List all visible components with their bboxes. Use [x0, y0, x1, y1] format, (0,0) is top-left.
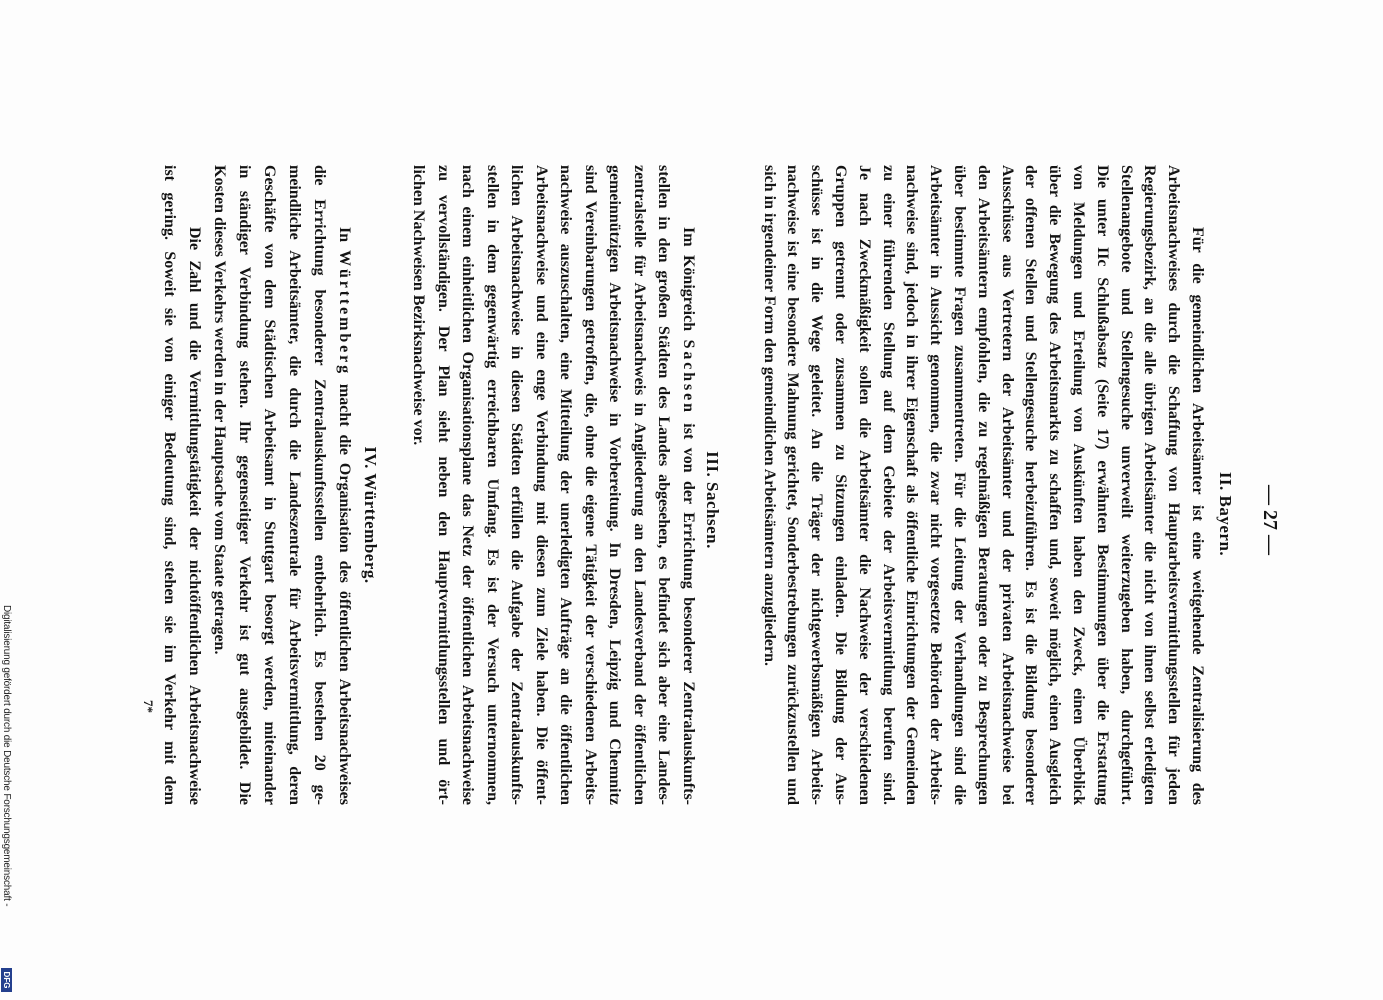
text-line: Geschäfte von dem Städtischen Arbeitsamt in Stuttgart besorgt werden, miteinander [261, 165, 278, 805]
text-line [676, 165, 701, 805]
text-line [332, 165, 357, 805]
text-line: stellen in dem gegenwärtig erreichbaren Umfang. Es ist der Versuch unternommen, [484, 165, 501, 805]
text-line: lichen Arbeitsnachweise in diesen Städten erfüllen die Aufgabe der Zentralauskunfts- [508, 165, 526, 805]
text-line: über die Bewegung des Arbeitsmarkts zu schaffen und, soweit möglich, einen Ausgleich [1046, 165, 1064, 805]
text-line: Arbeitsnachweise und eine enge Verbindung mit diesen zum Ziele haben. Die öffent- [533, 165, 550, 805]
digitization-credit: Digitalisierung gefördert durch die Deutsche Forschungsgemeinschaft - [1, 605, 12, 907]
text-line: Regierungsbezirk, an die alle übrigen Arbeitsämter die nicht von ihnen selbst erledigten [1141, 165, 1159, 805]
text-line: stellen in den großen Städten des Landes abgesehen, es befindet sich aber eine Landes- [655, 165, 673, 805]
text-line: sind Vereinbarungen getroffen, die, ohne die eigene Tätigkeit der verschiedenen Arbeits- [582, 165, 599, 805]
section-body-wuerttemberg [157, 165, 357, 805]
text-line: über bestimmte Fragen zusammentreten. Für die Leitung der Verhandlungen sind die [951, 165, 969, 805]
text-line: Stellenangebote und Stellengesuche unverweilt weiterzugeben haben, durchgeführt. [1117, 165, 1135, 805]
text-fragment: macht die Organisation des öffentlichen Arbeitsnachweises [336, 375, 353, 805]
spaced-name: Sachsen [680, 339, 697, 415]
text-line: ist gering. Soweit sie von einiger Bedeutung sind, stehen sie im Verkehr mit dem [161, 165, 178, 805]
text-line: Arbeitsämter in Aussicht genommen, die zwar nicht vorgesetzte Behörden der Arbeits- [927, 165, 945, 805]
text-line: zu vervollständigen. Der Plan sieht neben den Hauptvermittlungsstellen und ört- [435, 165, 452, 805]
text-line: Arbeitsnachweises durch die Schaffung von Hauptarbeitsvermittlungsstellen für jeden [1165, 165, 1183, 805]
text-line: meindliche Arbeitsämter, die durch die Landeszentrale für Arbeitsvermittlung, deren [286, 165, 303, 805]
text-line: Ausschüsse aus Vertretern der Arbeitsämter und der privaten Arbeitsnachweise bei [998, 165, 1016, 805]
text-line: Die unter IIc Schlußabsatz (Seite 17) erwähnten Bestimmungen über die Erstattung [1093, 165, 1111, 805]
text-line: zentralstelle für Arbeitsnachweis in Angliederung an den Landesverband der öffentlichen [631, 165, 648, 805]
text-fragment: Im Königreich [680, 227, 697, 340]
section-heading-sachsen: III. Sachsen. [703, 451, 722, 549]
text-line: nachweise sind, jedoch in ihrer Eigenschaft als öffentliche Einrichtungen der Gemeinden [903, 165, 921, 805]
text-line: Je nach Zweckmäßigkeit sollen die Arbeitsämter die Nachweise der verschiedenen [855, 165, 873, 805]
text-line: nachweise auszuschalten, eine Mitteilung der unerledigten Aufträge an die öffentlichen [557, 165, 575, 805]
text-line: Gruppen getrennt oder zusammen zu Sitzungen einladen. Die Bildung der Aus- [832, 165, 850, 805]
text-line: zu einer führenden Stellung auf dem Gebiete der Arbeitsvermittlung berufen sind. [879, 165, 897, 805]
text-line: nachweise ist eine besondere Mahnung gerichtet, Sonderbestrebungen zurückzustellen und [784, 165, 802, 805]
text-line: der offenen Stellen und Stellengesuche herbeizuführen. Es ist die Bildung besonderer [1022, 165, 1040, 805]
dfg-logo-icon: DFG [1, 968, 12, 992]
text-line: nach einem einheitlichen Organisationsplane das Netz der öffentlichen Arbeitsnachweise [459, 165, 477, 805]
section-body-sachsen [406, 165, 700, 805]
text-line: von Meldungen und Erteilung von Auskünften haben den Zweck, einen Überblick [1070, 165, 1088, 805]
section-heading-bayern: II. Bayern. [1216, 471, 1235, 557]
text-line: in ständiger Verbindung stehen. Ihr gegenseitiger Verkehr ist gut ausgebildet. Die [236, 165, 253, 805]
text-line: lichen Nachweisen Bezirksnachweise vor. [410, 165, 428, 446]
text-line: Die Zahl und die Vermittlungstätigkeit der nichtöffentlichen Arbeitsnachweise [186, 227, 203, 805]
text-fragment: ist von der Errichtung besonderer Zentralauskunfts- [680, 414, 697, 805]
text-line: Kosten dieses Verkehrs werden in der Hauptsache vom Staate getragen. [211, 165, 228, 655]
text-line: die Errichtung besonderer Zentralauskunftsstellen entbehrlich. Es bestehen 20 ge- [311, 165, 328, 805]
text-line: schüsse ist in die Wege geleitet. An die Träger der nichtgewerbsmäßigen Arbeits- [808, 165, 826, 805]
text-line: Für die gemeindlichen Arbeitsämter ist eine weitgehende Zentralisierung des [1189, 227, 1206, 805]
section-heading-wuerttemberg: IV. Württemberg. [361, 446, 380, 584]
text-line: sich in irgendeiner Form den gemeindlichen Arbeitsämtern anzugliedern. [760, 165, 778, 667]
text-fragment: In [336, 227, 353, 251]
text-line: gemeinnützigen Arbeitsnachweise in Vorbereitung. In Dresden, Leipzig und Chemnitz [606, 165, 624, 805]
text-line: den Arbeitsämtern empfohlen, die zu regelmäßigen Beratungen oder zu Besprechungen [974, 165, 992, 805]
page-number: — 27 — [1259, 485, 1281, 555]
signature-mark: 7* [141, 700, 156, 713]
section-body-bayern [757, 165, 1209, 805]
spaced-name: Württemberg [336, 250, 353, 376]
